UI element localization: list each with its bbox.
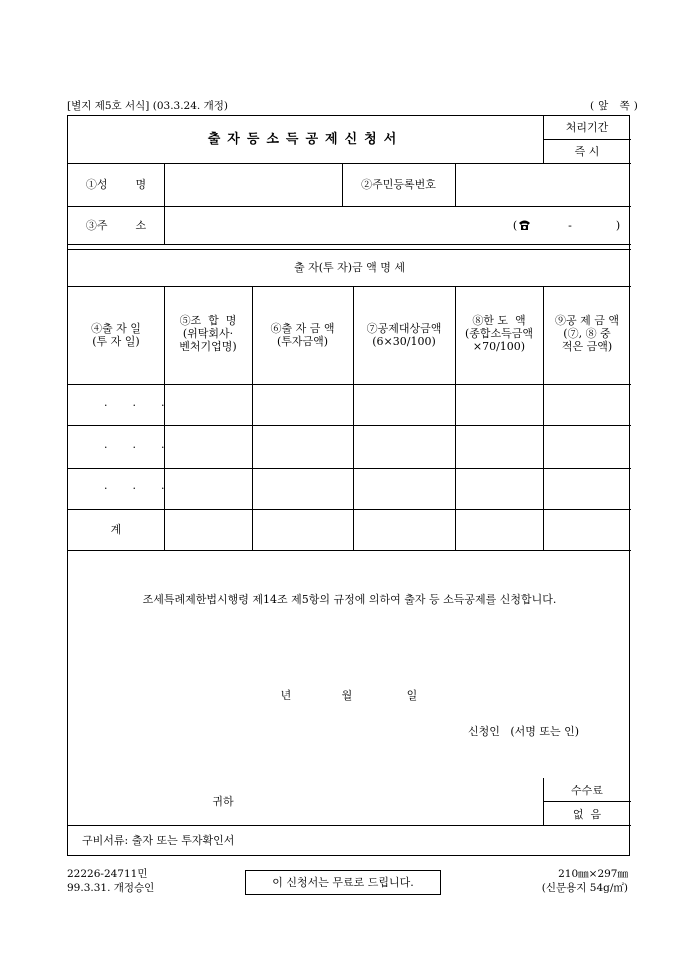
processing-period-label: 처리기간 xyxy=(565,121,609,134)
section-title: 출 자(투 자)금 액 명 세 xyxy=(293,261,406,274)
application-statement: 조세특례제한법시행령 제14조 제5항의 규정에 의하여 출자 등 소득공제를 신청합니다. xyxy=(142,593,557,606)
phone-open-paren: ( xyxy=(512,219,518,232)
form-code: 22226-24711민 xyxy=(67,868,148,880)
addressee: 귀하 xyxy=(212,795,234,808)
paper-spec xyxy=(500,867,628,895)
date-year: 년 xyxy=(280,689,292,702)
required-documents: 구비서류: 출자 또는 투자확인서 xyxy=(82,834,235,847)
page-side-label: (앞 쪽) xyxy=(590,100,642,112)
row-date-2: · · · xyxy=(104,441,171,454)
footer-codes xyxy=(67,867,154,895)
fee-label: 수수료 xyxy=(571,784,603,797)
col-header-deduction-amount: ⑨공 제 금 액 (⑦, ⑧ 중 적은 금액) xyxy=(555,314,619,353)
address-label: ③주 소 xyxy=(85,219,147,232)
row-date-1: · · · xyxy=(104,399,171,412)
application-form xyxy=(67,115,630,856)
total-label: 계 xyxy=(110,523,122,536)
date-month: 월 xyxy=(341,689,353,702)
phone-icon xyxy=(518,219,531,231)
col-header-invest-amount: ⑥출 자 금 액 (투자금액) xyxy=(270,322,335,348)
processing-period-value: 즉 시 xyxy=(574,145,600,158)
name-label: ①성 명 xyxy=(85,178,147,191)
approval-date: 99.3.31. 개정승인 xyxy=(67,882,155,894)
form-title: 출자등소득공제신청서 xyxy=(207,132,404,147)
applicant-signature: 신청인 (서명 또는 인) xyxy=(468,725,580,738)
free-notice: 이 신청서는 무료로 드립니다. xyxy=(245,870,441,895)
col-header-union-name: ⑤조 합 명 (위탁회사· 벤처기업명) xyxy=(179,314,237,353)
phone-dash: - xyxy=(568,219,572,232)
paper-size: 210㎜×297㎜ xyxy=(558,868,628,880)
form-number: [별지 제5호 서식] (03.3.24. 개정) xyxy=(67,100,228,112)
paper-weight: (신문용지 54g/㎡) xyxy=(541,882,628,894)
resident-number-label: ②주민등록번호 xyxy=(361,178,436,191)
col-header-deductible-amount: ⑦공제대상금액 (6×30/100) xyxy=(366,322,442,348)
col-header-invest-date: ④출 자 일 (투 자 일) xyxy=(91,322,141,348)
date-day: 일 xyxy=(406,689,418,702)
col-header-limit-amount: ⑧한 도 액 (종합소득금액 ×70/100) xyxy=(464,314,534,353)
fee-value: 없 음 xyxy=(572,808,602,821)
row-date-3: · · · xyxy=(104,482,171,495)
phone-close-paren: ) xyxy=(615,219,621,232)
